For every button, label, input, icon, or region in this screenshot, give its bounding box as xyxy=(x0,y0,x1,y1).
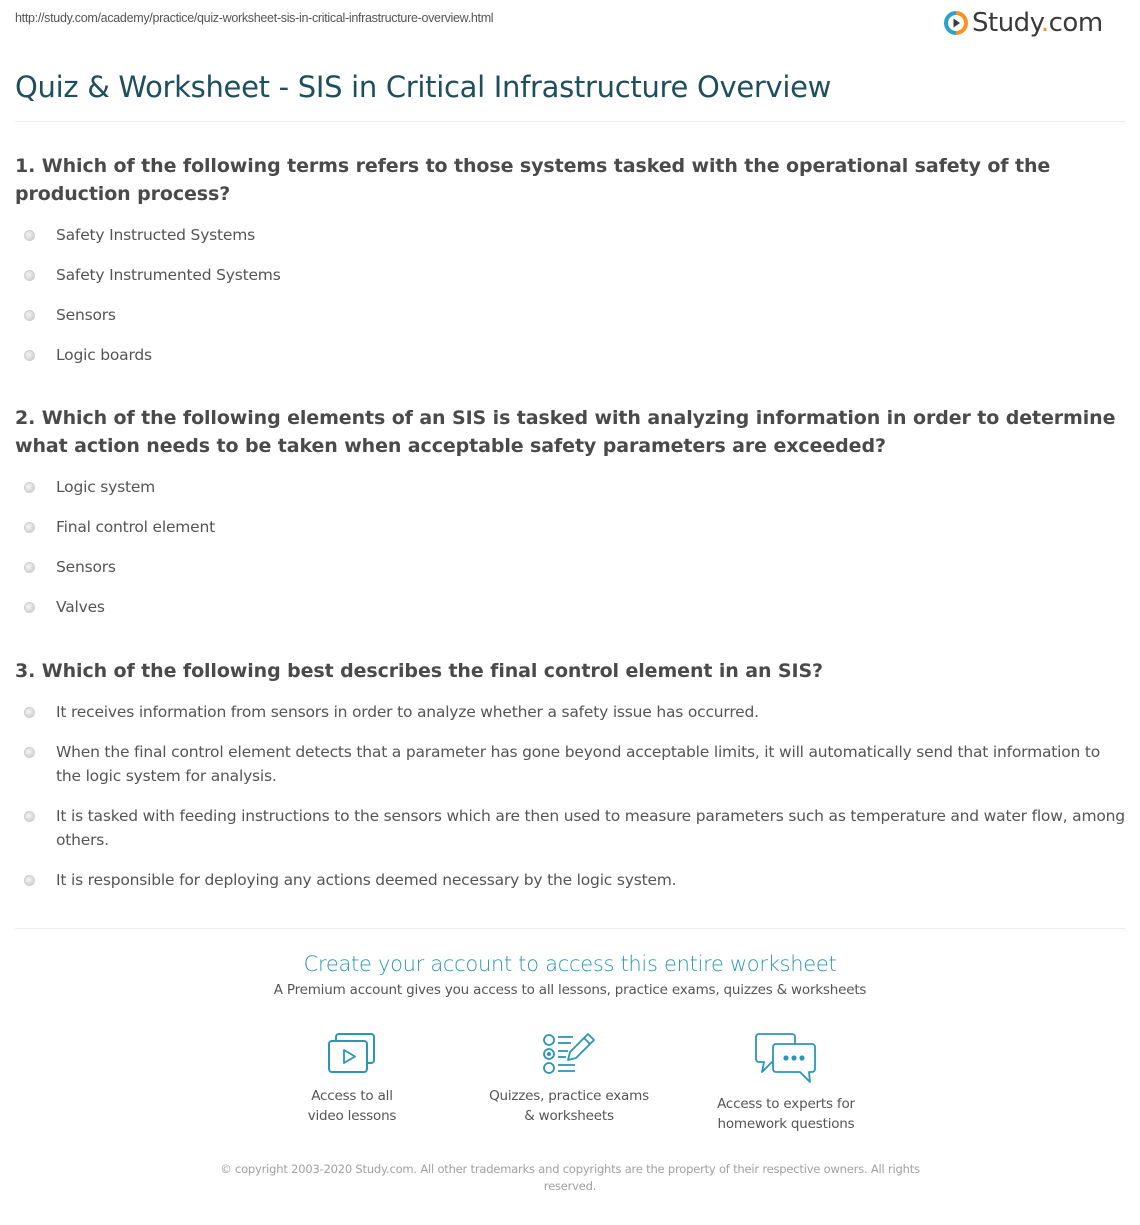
logo-text: Study.com xyxy=(972,8,1103,38)
radio-button[interactable] xyxy=(24,350,35,361)
answer-list xyxy=(15,475,1125,619)
answer-option[interactable] xyxy=(15,223,1125,247)
answer-option[interactable] xyxy=(15,515,1125,539)
radio-button[interactable] xyxy=(24,707,35,718)
section-divider xyxy=(15,928,1125,929)
radio-button[interactable] xyxy=(24,310,35,321)
answer-list xyxy=(15,700,1125,892)
radio-button[interactable] xyxy=(24,875,35,886)
copyright-footer: © copyright 2003-2020 Study.com. All other trademarks and copyrights are the property of their respective owners. All rights reserved. xyxy=(220,1162,920,1193)
radio-button[interactable] xyxy=(24,747,35,758)
feature-label: Access to experts for homework questions xyxy=(717,1096,855,1132)
answer-label: It is responsible for deploying any actions deemed necessary by the logic system. xyxy=(56,871,677,889)
answer-option[interactable] xyxy=(15,555,1125,579)
radio-button[interactable] xyxy=(24,270,35,281)
cta-title[interactable]: Create your account to access this entire worksheet xyxy=(303,952,837,976)
answer-label: Logic system xyxy=(56,478,156,496)
feature-experts xyxy=(686,1032,886,1134)
title-divider xyxy=(15,121,1125,122)
radio-button[interactable] xyxy=(24,602,35,613)
study-logo[interactable] xyxy=(944,8,1103,38)
radio-button[interactable] xyxy=(24,562,35,573)
answer-option[interactable] xyxy=(15,595,1125,619)
answer-option[interactable] xyxy=(15,700,1125,724)
question-text: 1. Which of the following terms refers to those systems tasked with the operational safety of the production process? xyxy=(15,155,1051,205)
question-text: 2. Which of the following elements of an SIS is tasked with analyzing information in order to determine what action needs to be taken when acceptable safety parameters are exceeded? xyxy=(15,407,1116,457)
answer-option[interactable] xyxy=(15,475,1125,499)
answer-label: When the final control element detects that a parameter has gone beyond acceptable limits, it will automatically send that information to the logic system for analysis. xyxy=(56,743,1101,785)
answer-option[interactable] xyxy=(15,263,1125,287)
radio-button[interactable] xyxy=(24,482,35,493)
feature-label: Quizzes, practice exams & worksheets xyxy=(489,1088,649,1124)
answer-label: Valves xyxy=(56,598,105,616)
quiz-checklist-icon xyxy=(541,1032,597,1076)
question-2 xyxy=(15,404,1125,635)
play-circle-icon xyxy=(944,11,968,35)
answer-label: Safety Instructed Systems xyxy=(56,226,256,244)
question-1 xyxy=(15,152,1125,383)
radio-button[interactable] xyxy=(24,811,35,822)
feature-video-lessons xyxy=(252,1032,452,1126)
question-3 xyxy=(15,657,1125,908)
chat-bubbles-icon xyxy=(754,1032,818,1084)
answer-label: Sensors xyxy=(56,558,116,576)
question-text: 3. Which of the following best describes the final control element in an SIS? xyxy=(15,660,823,682)
answer-list xyxy=(15,223,1125,367)
answer-label: It receives information from sensors in order to analyze whether a safety issue has occurred. xyxy=(56,703,759,721)
answer-label: It is tasked with feeding instructions to the sensors which are then used to measure parameters such as temperature and water flow, among others. xyxy=(56,807,1125,849)
answer-option[interactable] xyxy=(15,343,1125,367)
answer-option[interactable] xyxy=(15,303,1125,327)
answer-option[interactable] xyxy=(15,804,1125,852)
answer-label: Safety Instrumented Systems xyxy=(56,266,281,284)
page-url: http://study.com/academy/practice/quiz-worksheet-sis-in-critical-infrastructure-overview.html xyxy=(15,11,494,25)
cta-subtitle: A Premium account gives you access to all lessons, practice exams, quizzes & worksheets xyxy=(273,982,867,998)
answer-option[interactable] xyxy=(15,868,1125,892)
feature-label: Access to all video lessons xyxy=(307,1088,397,1124)
answer-label: Final control element xyxy=(56,518,216,536)
answer-option[interactable] xyxy=(15,740,1125,788)
answer-label: Logic boards xyxy=(56,346,152,364)
answer-label: Sensors xyxy=(56,306,116,324)
feature-quizzes xyxy=(469,1032,669,1126)
video-lessons-icon xyxy=(325,1032,379,1076)
radio-button[interactable] xyxy=(24,522,35,533)
radio-button[interactable] xyxy=(24,230,35,241)
page-title: Quiz & Worksheet - SIS in Critical Infrastructure Overview xyxy=(15,70,832,104)
